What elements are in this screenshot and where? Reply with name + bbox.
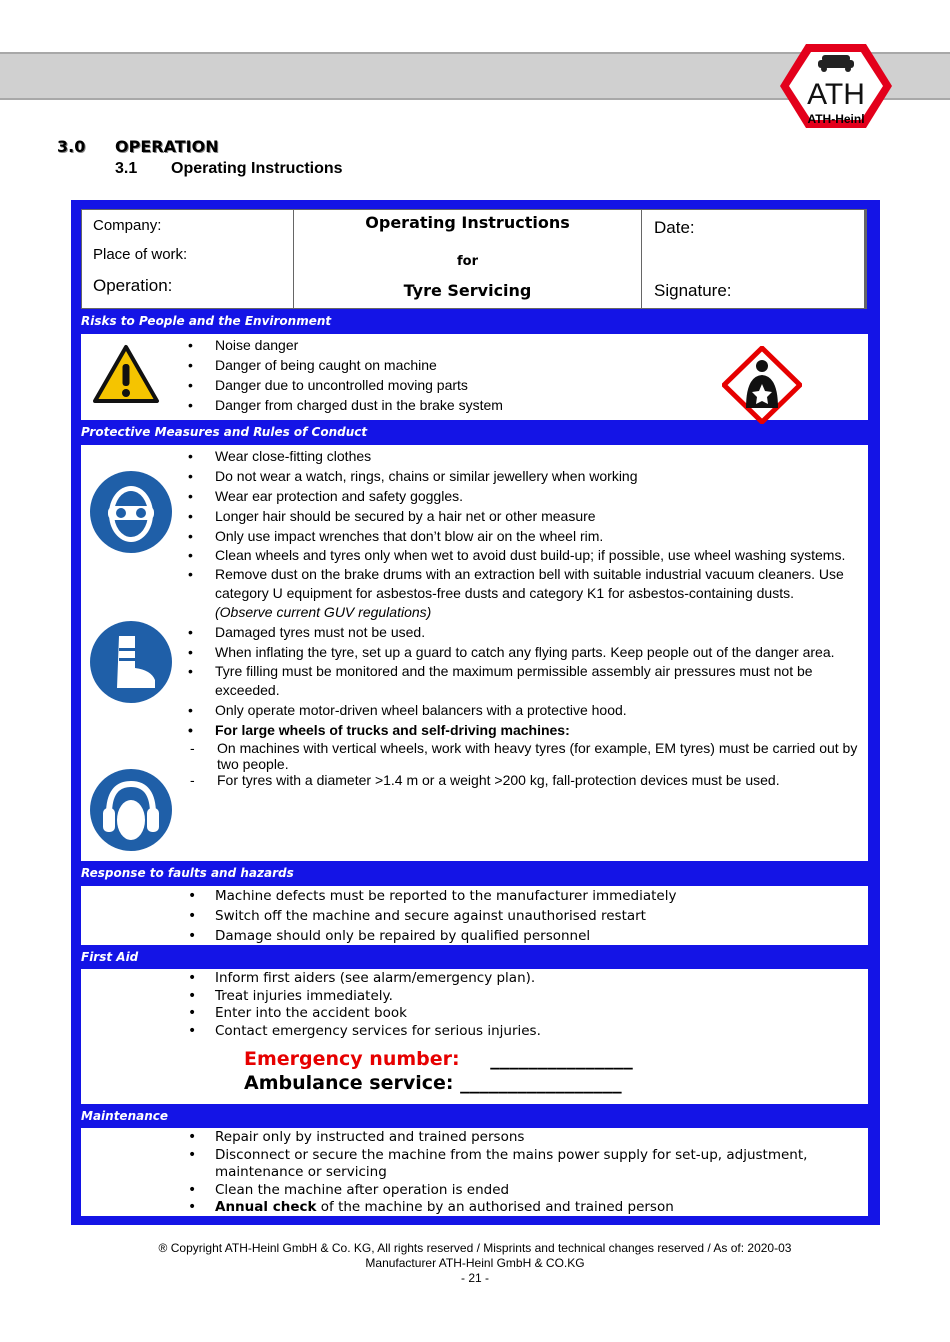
annual-check-bold: Annual check xyxy=(215,1199,317,1215)
sub-list xyxy=(188,740,858,788)
subsection-heading xyxy=(115,160,343,178)
maintenance-list xyxy=(188,1129,858,1217)
safety-boots-icon xyxy=(89,620,173,704)
faults-list xyxy=(188,886,858,946)
subsection-number: 3.1 xyxy=(115,160,138,177)
for-label: for xyxy=(457,254,478,269)
page-number: - 21 - xyxy=(460,1271,489,1285)
logo-name: ATH-Heinl xyxy=(807,112,865,126)
protective-heading: Protective Measures and Rules of Conduct xyxy=(81,425,368,439)
guv-note: (Observe current GUV regulations) xyxy=(215,604,432,620)
list-item: • Noise danger xyxy=(188,335,858,355)
list-item: • Machine defects must be reported to the manufacturer immediately xyxy=(188,886,858,906)
list-item: • Damaged tyres must not be used. xyxy=(188,622,858,642)
list-item: • Wear ear protection and safety goggles. xyxy=(188,486,858,506)
list-item: • For large wheels of trucks and self-driving machines: xyxy=(188,720,858,740)
list-item: • Treat injuries immediately. xyxy=(188,988,858,1006)
section-heading xyxy=(57,137,219,156)
sub-list-item: - For tyres with a diameter >1.4 m or a weight >200 kg, fall-protection devices must be used. xyxy=(188,772,858,788)
list-item xyxy=(188,565,858,622)
subsection-title: Operating Instructions xyxy=(171,160,343,177)
logo-text: ATH xyxy=(807,78,865,111)
header-center-cell xyxy=(294,209,641,309)
signature-label: Signature: xyxy=(654,281,732,300)
list-item: • Contact emergency services for serious injuries. xyxy=(188,1023,858,1041)
list-item: • Danger due to uncontrolled moving parts xyxy=(188,375,858,395)
emergency-label: Emergency number: xyxy=(244,1048,460,1070)
list-item: • Only operate motor-driven wheel balancers with a protective hood. xyxy=(188,700,858,720)
place-of-work-label: Place of work: xyxy=(93,246,188,263)
faults-heading: Response to faults and hazards xyxy=(81,866,294,880)
list-item: • Longer hair should be secured by a hair net or other measure xyxy=(188,506,858,526)
company-label: Company: xyxy=(93,217,162,234)
list-item: • Wear close-fitting clothes xyxy=(188,446,858,466)
list-item: • Clean the machine after operation is ended xyxy=(188,1182,858,1200)
list-item xyxy=(188,1199,858,1217)
first-aid-list xyxy=(188,970,858,1040)
list-item: • When inflating the tyre, set up a guard to catch any flying parts. Keep people out of the danger area. xyxy=(188,642,858,662)
emergency-number xyxy=(244,1048,633,1070)
footer-copyright: ® Copyright ATH-Heinl GmbH & Co. KG, All rights reserved / Misprints and technical changes reserved / As of: 2020-03 xyxy=(158,1241,792,1255)
sub-list-container xyxy=(188,740,858,788)
instructions-title: Operating Instructions xyxy=(365,213,570,232)
annual-check-text: of the machine by an authorised and trained person xyxy=(316,1199,674,1215)
date-label: Date: xyxy=(654,218,695,237)
list-item: • Clean wheels and tyres only when wet to avoid dust build-up; if possible, use wheel washing systems. xyxy=(188,546,858,565)
warning-icon xyxy=(92,344,160,404)
ambulance-label: Ambulance service: xyxy=(244,1072,454,1094)
list-item: • Switch off the machine and secure against unauthorised restart xyxy=(188,906,858,926)
ambulance-service xyxy=(244,1072,622,1094)
header-right-cell xyxy=(641,209,867,309)
section-title: OPERATION xyxy=(115,137,219,156)
protective-list xyxy=(188,446,858,788)
subject-title: Tyre Servicing xyxy=(403,281,532,300)
list-item: • Tyre filling must be monitored and the maximum permissible assembly air pressures must not be exceeded. xyxy=(188,662,858,700)
ambulance-blank: _________________ xyxy=(460,1072,622,1094)
list-item: • Disconnect or secure the machine from the mains power supply for set-up, adjustment, maintenance or servicing xyxy=(188,1147,858,1182)
ear-protection-icon xyxy=(89,768,173,852)
risks-heading: Risks to People and the Environment xyxy=(81,314,332,328)
sub-list-item: - On machines with vertical wheels, work with heavy tyres (for example, EM tyres) must be carried out by two people. xyxy=(188,740,858,772)
list-item-text: Remove dust on the brake drums with an extraction bell with suitable industrial vacuum cleaners. Use category U equipment for asbestos-free dusts and category K1 for asbestos-containing dusts. xyxy=(215,566,844,601)
first-aid-heading: First Aid xyxy=(81,950,139,964)
list-item: • Inform first aiders (see alarm/emergency plan). xyxy=(188,970,858,988)
list-item: • Repair only by instructed and trained persons xyxy=(188,1129,858,1147)
section-number: 3.0 xyxy=(57,137,86,156)
list-item: • Danger from charged dust in the brake system xyxy=(188,395,858,415)
footer-manufacturer: Manufacturer ATH-Heinl GmbH & CO.KG xyxy=(365,1256,585,1270)
goggles-icon xyxy=(89,470,173,554)
emergency-blank: _______________ xyxy=(490,1048,633,1070)
header-left-cell xyxy=(81,209,294,309)
list-item: • Enter into the accident book xyxy=(188,1005,858,1023)
operation-label: Operation: xyxy=(93,276,173,295)
maintenance-heading: Maintenance xyxy=(81,1109,169,1123)
risks-list xyxy=(188,335,858,415)
list-item: • Only use impact wrenches that don’t blow air on the wheel rim. xyxy=(188,526,858,546)
list-item: • Do not wear a watch, rings, chains or similar jewellery when working xyxy=(188,466,858,486)
list-item: • Danger of being caught on machine xyxy=(188,355,858,375)
list-item: • Damage should only be repaired by qualified personnel xyxy=(188,926,858,946)
